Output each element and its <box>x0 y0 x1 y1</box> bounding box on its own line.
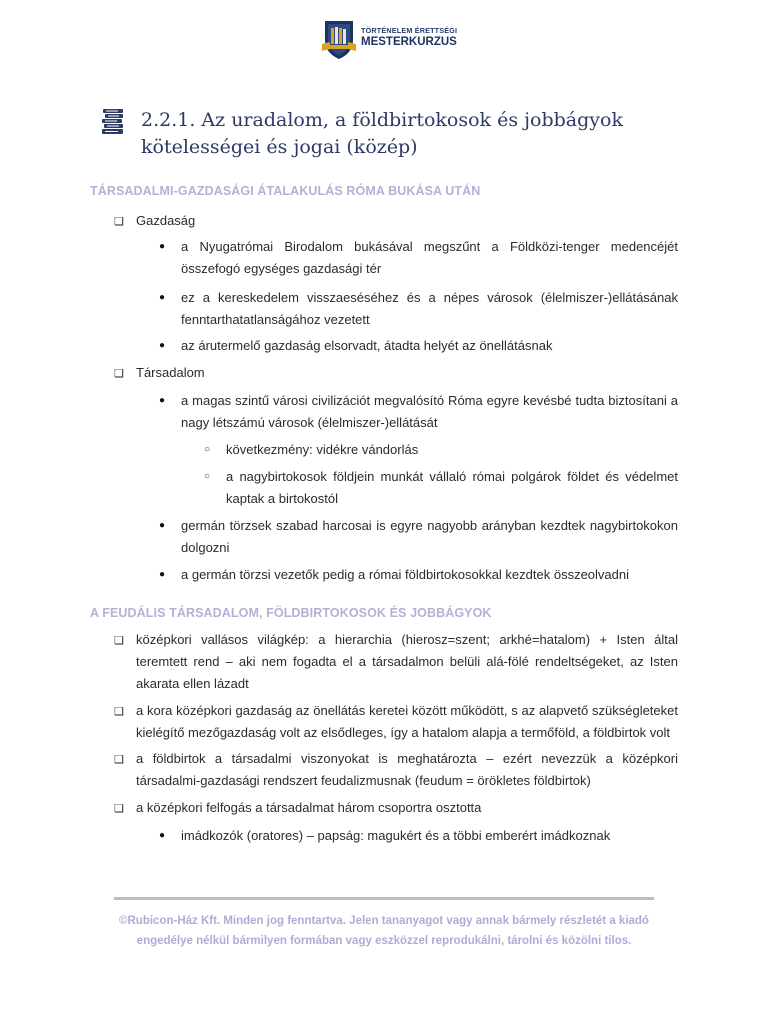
list-item-text: a földbirtok a társadalmi viszonyokat is meghatározta – ezért nevezzük a középkori társadalmi-gazdasági rendszert feudalizmusnak (feudum = örökletes földbirtok) <box>136 751 678 788</box>
bullet-item <box>159 390 678 434</box>
bullet-dot-icon: ● <box>159 830 166 841</box>
bullet-circle-icon: ○ <box>204 444 211 455</box>
sub-bullet-item <box>204 466 678 510</box>
footer-divider <box>114 897 654 900</box>
bullet-text: a germán törzsi vezetők pedig a római földbirtokosokkal kezdtek összeolvadni <box>181 567 630 582</box>
bullet-dot-icon: ● <box>159 520 166 531</box>
bullet-text: a Nyugatrómai Birodalom bukásával megszűnt a Földközi-tenger medencéjét összefogó egységes gazdasági tér <box>181 239 678 276</box>
section-heading-2: A FEUDÁLIS TÁRSADALOM, FÖLDBIRTOKOSOK ÉS JOBBÁGYOK <box>90 606 492 620</box>
sub-bullet-item <box>204 439 678 461</box>
bullet-item <box>159 515 678 559</box>
list-item <box>114 629 678 695</box>
list-item-text: a kora középkori gazdaság az önellátás keretei között működött, s az alapvető szükségleteket kielégítő mezőgazdaság volt az elsődleges, így a hatalom alapja a termőföld, a földbirtok volt <box>136 703 678 740</box>
sub-bullet-text: következmény: vidékre vándorlás <box>226 442 419 457</box>
bullet-item <box>159 825 678 847</box>
bullet-item <box>159 236 678 280</box>
list-item-gazdasag <box>114 210 676 232</box>
books-stack-icon <box>102 109 124 135</box>
list-item <box>114 748 678 792</box>
checkbox-square-icon: ❑ <box>114 803 124 815</box>
list-item-text: a középkori felfogás a társadalmat három csoportra osztotta <box>136 800 482 815</box>
bullet-dot-icon: ● <box>159 340 166 351</box>
checkbox-square-icon: ❑ <box>114 635 124 647</box>
checkbox-square-icon: ❑ <box>114 216 124 228</box>
logo-line-2: MESTERKURZUS <box>361 36 457 48</box>
checkbox-square-icon: ❑ <box>114 368 124 380</box>
bullet-text: az árutermelő gazdaság elsorvadt, átadta helyét az önellátásnak <box>181 338 553 353</box>
bullet-text: ez a kereskedelem visszaeséséhez és a népes városok (élelmiszer-)ellátásának fenntarthatatlanságához vezetett <box>181 290 678 327</box>
bullet-text: a magas szintű városi civilizációt megvalósító Róma egyre kevésbé tudta biztosítani a nagy létszámú városok (élelmiszer-)ellátását <box>181 393 678 430</box>
list-item <box>114 700 678 744</box>
checkbox-square-icon: ❑ <box>114 754 124 766</box>
bullet-dot-icon: ● <box>159 395 166 406</box>
bullet-dot-icon: ● <box>159 292 166 303</box>
bullet-dot-icon: ● <box>159 241 166 252</box>
list-item-text: középkori vallásos világkép: a hierarchia (hierosz=szent; arkhé=hatalom) + Isten által teremtett rend – aki nem fogadta el a társadalmon belüli alá-fölé rendeltségeket, az Isten akarata ellen lázadt <box>136 632 678 691</box>
header-logo <box>322 18 458 60</box>
shield-books-icon <box>322 18 356 60</box>
list-item-tarsadalom <box>114 362 676 384</box>
logo-line-1: TÖRTÉNELEM ÉRETTSÉGI <box>361 26 458 35</box>
bullet-text: germán törzsek szabad harcosai is egyre nagyobb arányban kezdtek nagybirtokokon dolgozni <box>181 518 678 555</box>
list-item-label: Társadalom <box>136 365 205 380</box>
bullet-text: imádkozók (oratores) – papság: magukért és a többi emberért imádkoznak <box>181 828 611 843</box>
sub-bullet-text: a nagybirtokosok földjein munkát vállaló római polgárok földet és védelmet kaptak a birtokostól <box>226 469 678 506</box>
list-item <box>114 797 678 819</box>
bullet-item <box>159 564 678 586</box>
bullet-dot-icon: ● <box>159 569 166 580</box>
list-item-label: Gazdaság <box>136 213 196 228</box>
bullet-item <box>159 287 678 331</box>
checkbox-square-icon: ❑ <box>114 706 124 718</box>
bullet-item <box>159 335 678 357</box>
bullet-circle-icon: ○ <box>204 471 211 482</box>
footer-copyright: ©Rubicon-Ház Kft. Minden jog fenntartva. Jelen tananyagot vagy annak bármely részletét a kiadó engedélye nélkül bármilyen formában vagy eszközzel reprodukálni, tárolni és közölni tilos. <box>119 915 649 947</box>
section-heading-1: TÁRSADALMI-GAZDASÁGI ÁTALAKULÁS RÓMA BUKÁSA UTÁN <box>90 184 481 198</box>
page-title: 2.2.1. Az uradalom, a földbirtokosok és jobbágyok kötelességei és jogai (közép) <box>141 109 623 158</box>
